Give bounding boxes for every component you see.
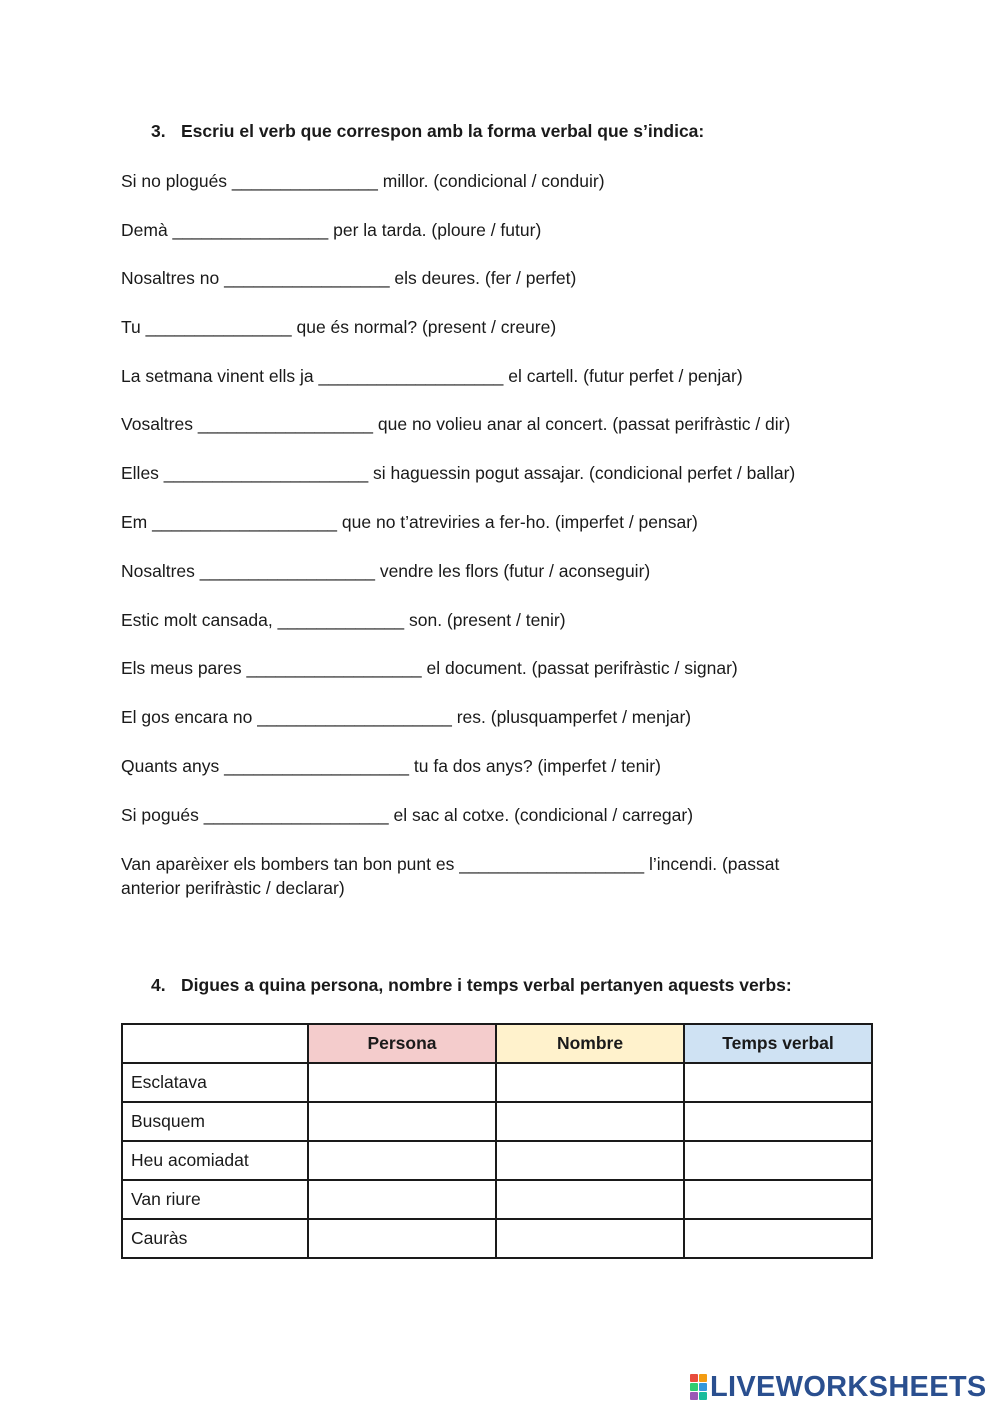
exercise-3-line: Vosaltres __________________ que no volieu anar al concert. (passat perifràstic / dir)	[121, 414, 791, 434]
temps-answer-cell[interactable]	[684, 1063, 872, 1102]
exercise-3-number: 3.	[151, 121, 166, 141]
nombre-answer-cell[interactable]	[496, 1141, 684, 1180]
table-row	[122, 1063, 872, 1102]
table-row	[122, 1219, 872, 1258]
exercise-4-number: 4.	[151, 975, 166, 995]
exercise-4-title: Digues a quina persona, nombre i temps verbal pertanyen aquests verbs:	[181, 975, 792, 995]
exercise-3-line: Si pogués ___________________ el sac al cotxe. (condicional / carregar)	[121, 805, 694, 825]
table-header-temps-verbal: Temps verbal	[684, 1024, 872, 1063]
nombre-answer-cell[interactable]	[496, 1219, 684, 1258]
exercise-3-line: Elles _____________________ si haguessin pogut assajar. (condicional perfet / ballar)	[121, 463, 796, 483]
liveworksheets-logo-icon	[690, 1374, 707, 1400]
liveworksheets-logo-text: LIVEWORKSHEETS	[710, 1370, 987, 1403]
exercise-3-line: Quants anys ___________________ tu fa dos anys? (imperfet / tenir)	[121, 756, 661, 776]
exercise-3-line: La setmana vinent ells ja ___________________ el cartell. (futur perfet / penjar)	[121, 366, 743, 386]
table-row	[122, 1141, 872, 1180]
table-header-nombre: Nombre	[496, 1024, 684, 1063]
exercise-3-line: Nosaltres no _________________ els deures. (fer / perfet)	[121, 268, 577, 288]
nombre-answer-cell[interactable]	[496, 1102, 684, 1141]
exercise-3-title: Escriu el verb que correspon amb la forma verbal que s’indica:	[181, 121, 705, 141]
verb-cell: Esclatava	[122, 1063, 308, 1102]
temps-answer-cell[interactable]	[684, 1141, 872, 1180]
table-row	[122, 1102, 872, 1141]
verb-cell: Cauràs	[122, 1219, 308, 1258]
verb-cell: Van riure	[122, 1180, 308, 1219]
exercise-3-heading	[151, 121, 704, 142]
exercise-3-line: Estic molt cansada, _____________ son. (present / tenir)	[121, 610, 566, 630]
exercise-3-line: El gos encara no ____________________ res. (plusquamperfet / menjar)	[121, 707, 692, 727]
exercise-3-line: Demà ________________ per la tarda. (ploure / futur)	[121, 220, 542, 240]
table-header-row	[122, 1024, 872, 1063]
persona-answer-cell[interactable]	[308, 1063, 496, 1102]
exercise-3-line: Van aparèixer els bombers tan bon punt es ___________________ l’incendi. (passat anterior perifràstic / declarar)	[121, 854, 780, 898]
verb-classification-table	[121, 1023, 873, 1259]
verb-cell: Busquem	[122, 1102, 308, 1141]
exercise-3-line: Em ___________________ que no t’atreviries a fer-ho. (imperfet / pensar)	[121, 512, 698, 532]
temps-answer-cell[interactable]	[684, 1180, 872, 1219]
exercise-3-line: Si no plogués _______________ millor. (condicional / conduir)	[121, 171, 605, 191]
exercise-3-line: Els meus pares __________________ el document. (passat perifràstic / signar)	[121, 658, 738, 678]
exercise-4-heading	[151, 975, 792, 996]
table-header-empty	[122, 1024, 308, 1063]
verb-cell: Heu acomiadat	[122, 1141, 308, 1180]
exercise-3-line: Nosaltres __________________ vendre les flors (futur / aconseguir)	[121, 561, 651, 581]
persona-answer-cell[interactable]	[308, 1219, 496, 1258]
nombre-answer-cell[interactable]	[496, 1180, 684, 1219]
table-header-persona: Persona	[308, 1024, 496, 1063]
temps-answer-cell[interactable]	[684, 1102, 872, 1141]
table-row	[122, 1180, 872, 1219]
persona-answer-cell[interactable]	[308, 1180, 496, 1219]
persona-answer-cell[interactable]	[308, 1102, 496, 1141]
exercise-3-line: Tu _______________ que és normal? (present / creure)	[121, 317, 557, 337]
persona-answer-cell[interactable]	[308, 1141, 496, 1180]
liveworksheets-logo	[690, 1372, 987, 1402]
nombre-answer-cell[interactable]	[496, 1063, 684, 1102]
temps-answer-cell[interactable]	[684, 1219, 872, 1258]
